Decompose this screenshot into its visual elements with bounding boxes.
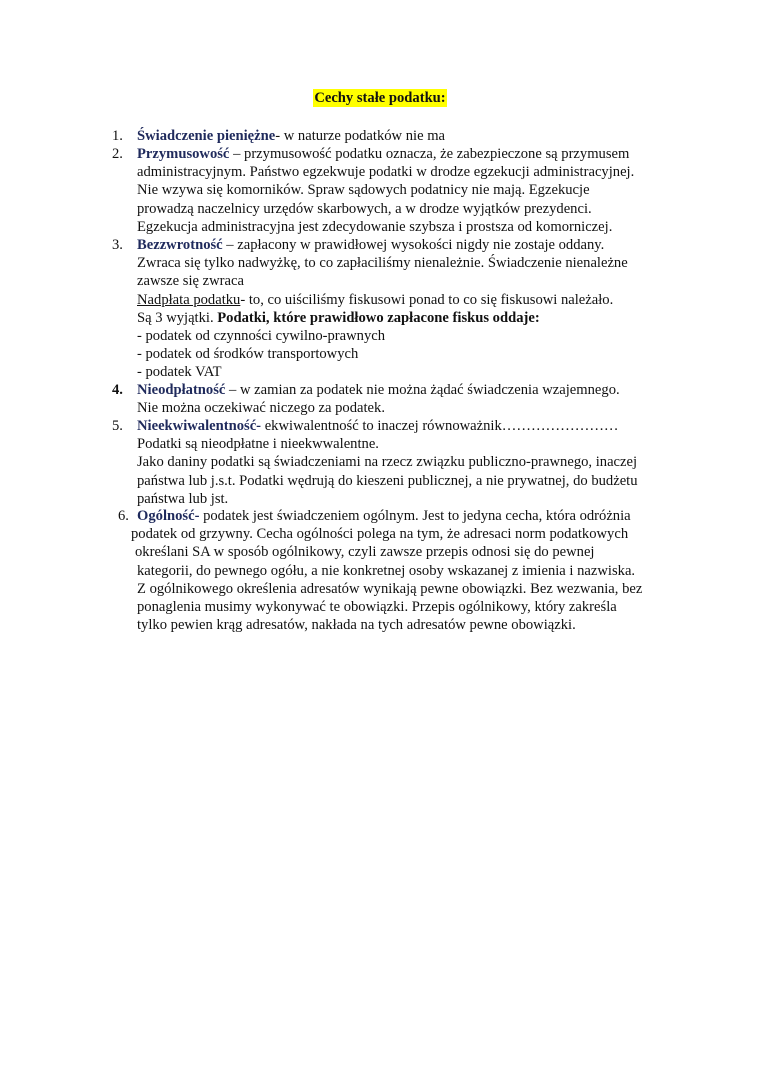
overpayment-text: - to, co uiściliśmy fiskusowi ponad to co się fiskusowi należało. <box>240 291 614 308</box>
item-text-line: kategorii, do pewnego ogółu, a nie konkretnej osoby wskazanej z imienia i nazwiska. <box>137 562 636 579</box>
item-text-line: ponaglenia musimy wykonywać te obowiązki. Przepis ogólnikowy, który zakreśla <box>137 598 617 615</box>
item-text-line: państwa lub jst. <box>137 490 229 507</box>
item-body <box>137 236 677 382</box>
item-text-line: – w zamian za podatek nie można żądać świadczenia wzajemnego. <box>225 382 620 398</box>
item-term: Ogólność- <box>137 508 200 524</box>
item-text-line: Z ogólnikowego określenia adresatów wynikają pewne obowiązki. Bez wezwania, bez <box>137 580 643 597</box>
item-body <box>137 381 677 417</box>
exceptions-lead: Są 3 wyjątki. <box>137 309 218 326</box>
item-term: Świadczenie pieniężne <box>137 128 276 144</box>
item-term: Bezzwrotność <box>137 237 223 253</box>
item-text-line: – przymusowość podatku oznacza, że zabezpieczone są przymusem <box>229 146 630 162</box>
item-text-line: podatek jest świadczeniem ogólnym. Jest to jedyna cecha, która odróżnia <box>199 508 631 524</box>
item-number: 2. <box>112 146 123 162</box>
exceptions-heading: Podatki, które prawidłowo zapłacone fiskus oddaje: <box>217 309 540 326</box>
item-text-line: Jako daniny podatki są świadczeniami na rzecz związku publiczno-prawnego, inaczej <box>137 454 638 471</box>
overpayment-term: Nadpłata podatku <box>137 291 241 308</box>
item-text-line: Podatki są nieodpłatne i nieekwwalentne. <box>137 436 379 453</box>
item-text-line: Nie można oczekiwać niczego za podatek. <box>137 400 385 417</box>
item-text-line: tylko pewien krąg adresatów, nakłada na tych adresatów pewne obowiązki. <box>137 617 576 634</box>
item-text-line: ekwiwalentność to inaczej równoważnik…………………… <box>261 418 619 434</box>
item-text-line: administracyjnym. Państwo egzekwuje podatki w drodze egzekucji administracyjnej. <box>137 164 635 181</box>
page-title <box>0 89 760 107</box>
exception-item: - podatek VAT <box>137 364 222 381</box>
item-term: Nieekwiwalentność- <box>137 418 262 434</box>
item-term: Nieodpłatność <box>137 382 226 398</box>
item-number: 1. <box>112 128 123 144</box>
item-number: 5. <box>112 418 123 434</box>
item-body <box>137 127 677 145</box>
item-text-line: - w naturze podatków nie ma <box>275 128 446 144</box>
item-body <box>137 417 677 508</box>
item-text-line: Zwraca się tylko nadwyżkę, to co zapłaciliśmy nienależnie. Świadczenie nienależne <box>137 255 628 272</box>
item-body <box>137 145 677 236</box>
item-text-line: prowadzą naczelnicy urzędów skarbowych, a w drodze wyjątków prezydenci. <box>137 200 592 217</box>
item-number: 3. <box>112 237 123 253</box>
exception-item: - podatek od czynności cywilno-prawnych <box>137 327 386 344</box>
item-text-line: zawsze się zwraca <box>137 273 244 290</box>
item-text-line: podatek od grzywny. Cecha ogólności polega na tym, że adresaci norm podatkowych <box>131 526 629 543</box>
item-body <box>131 507 677 634</box>
item-term: Przymusowość <box>137 146 230 162</box>
item-text-line: Nie wzywa się komorników. Spraw sądowych podatnicy nie mają. Egzekucje <box>137 182 590 199</box>
item-number: 6. <box>118 508 129 524</box>
item-number: 4. <box>112 382 123 398</box>
item-text-line: państwa lub j.s.t. Podatki wędrują do kieszeni publicznej, a nie prywatnej, do budżetu <box>137 472 638 489</box>
item-text-line: określani SA w sposób ogólnikowy, czyli zawsze przepis odnosi się do pewnej <box>135 544 595 561</box>
exception-item: - podatek od środków transportowych <box>137 346 359 363</box>
title-highlight: Cechy stałe podatku: <box>314 90 446 106</box>
item-text-line: – zapłacony w prawidłowej wysokości nigdy nie zostaje oddany. <box>222 237 605 253</box>
item-text-line: Egzekucja administracyjna jest zdecydowanie szybsza i prostsza od komorniczej. <box>137 218 613 235</box>
